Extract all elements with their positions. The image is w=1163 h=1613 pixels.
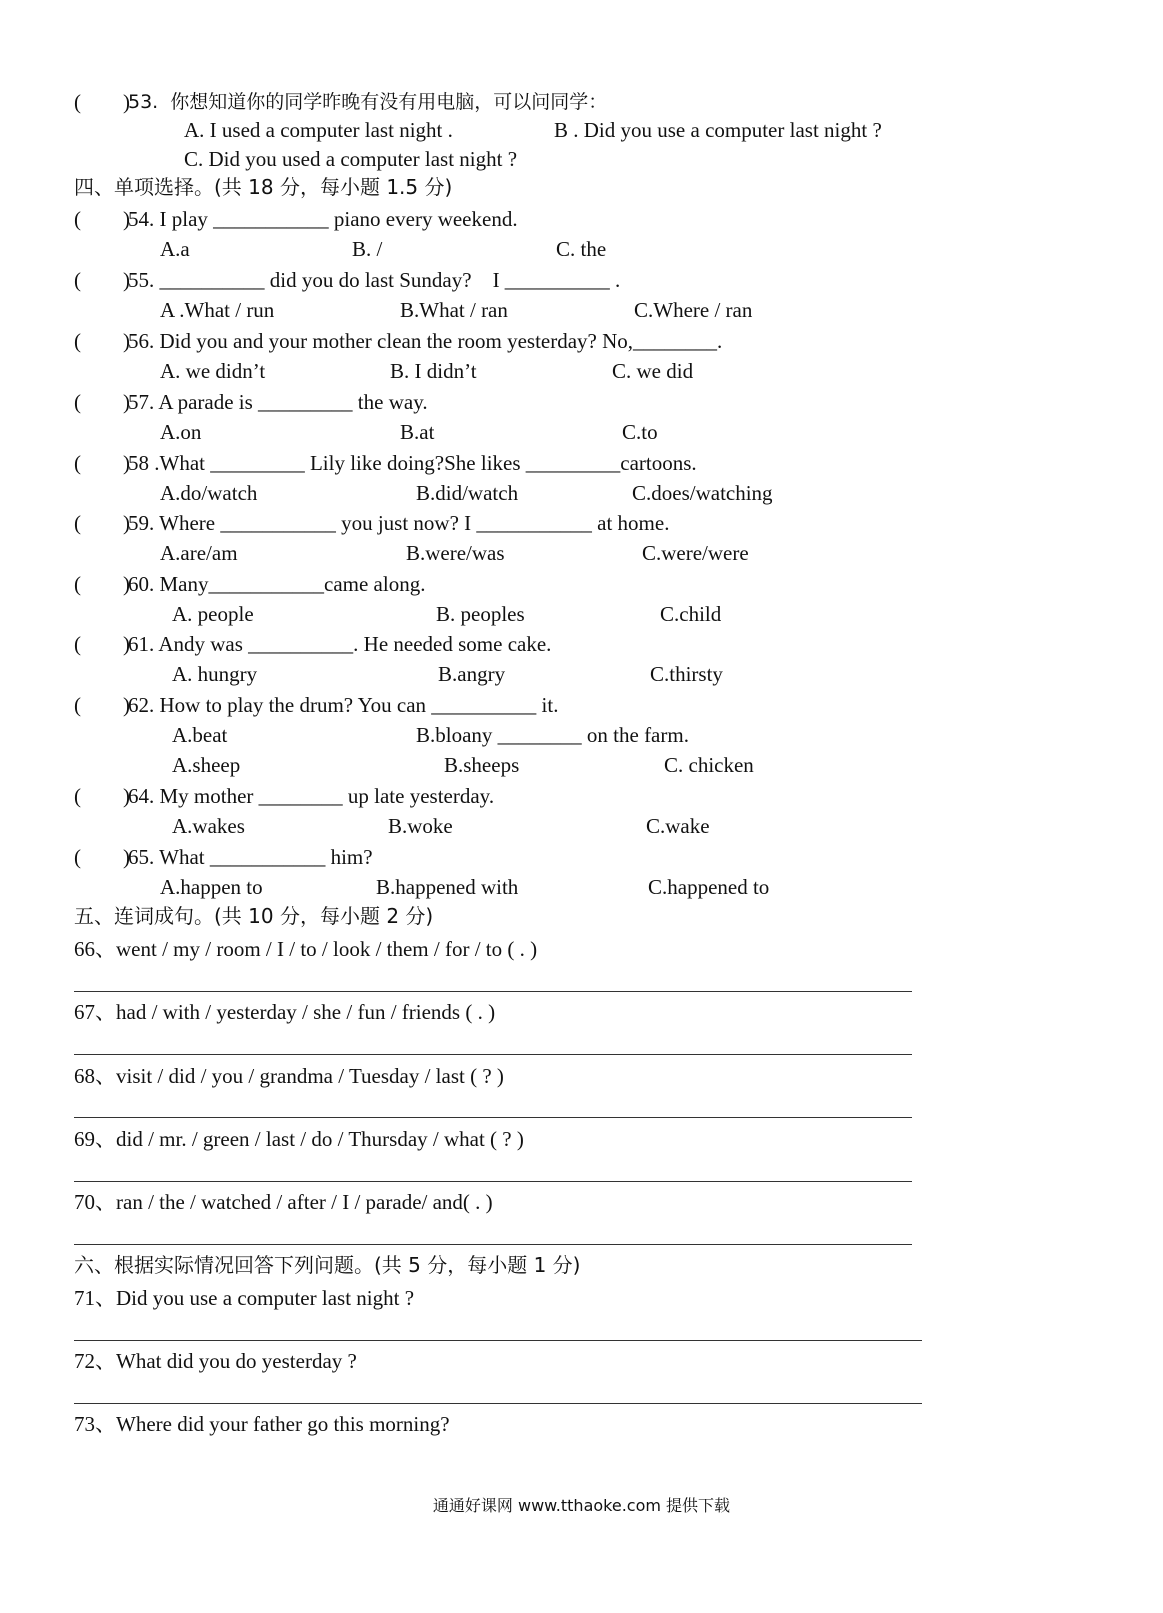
option-a: A.wakes — [172, 814, 245, 838]
answer-line[interactable] — [74, 991, 912, 992]
section-heading: 六、根据实际情况回答下列问题。(共 5 分，每小题 1 分) — [74, 1253, 581, 1277]
open-question: 73、Where did your father go this morning? — [74, 1412, 450, 1436]
option-a: A. we didn’t — [160, 359, 266, 383]
option-a: A.a — [160, 237, 190, 261]
option-b: B . Did you use a computer last night ? — [554, 118, 882, 142]
option-b: B.happened with — [376, 875, 519, 899]
option-b: B. I didn’t — [390, 359, 477, 383]
option-c: C. Did you used a computer last night ? — [184, 147, 518, 171]
option-a: A.sheep — [172, 753, 241, 777]
section-heading: 五、连词成句。(共 10 分，每小题 2 分) — [74, 904, 434, 928]
question-stem: 55. __________ did you do last Sunday? I __________ . — [128, 268, 621, 292]
question-stem: 60. Many___________came along. — [128, 572, 426, 596]
sentence-order-question: 69、did / mr. / green / last / do / Thursday / what ( ? ) — [74, 1127, 524, 1151]
question-stem: 57. A parade is _________ the way. — [128, 390, 428, 414]
question-stem: 59. Where ___________ you just now? I ___________ at home. — [128, 511, 670, 535]
sentence-order-question: 66、went / my / room / I / to / look / them / for / to ( . ) — [74, 937, 538, 961]
question-53-stem: 53. 你想知道你的同学昨晚有没有用电脑，可以问同学： — [128, 91, 608, 113]
answer-paren[interactable]: ( ) — [74, 511, 130, 535]
option-c: C.Where / ran — [634, 298, 753, 322]
option-c: C.happened to — [648, 875, 770, 899]
option-a: A. people — [172, 602, 254, 626]
option-c: C.were/were — [642, 541, 749, 565]
sentence-order-question: 67、had / with / yesterday / she / fun / friends ( . ) — [74, 1000, 496, 1024]
option-c: C. the — [556, 237, 607, 261]
option-a: A.do/watch — [160, 481, 258, 505]
option-c: C. we did — [612, 359, 694, 383]
option-a: A.on — [160, 420, 202, 444]
option-b: B. / — [352, 237, 383, 261]
option-a: A.beat — [172, 723, 228, 747]
footer-credit: 通通好课网 www.tthaoke.com 提供下载 — [432, 1496, 731, 1515]
option-b: B.woke — [388, 814, 453, 838]
option-b: B.sheeps — [444, 753, 520, 777]
sentence-order-question: 70、ran / the / watched / after / I / parade/ and( . ) — [74, 1190, 493, 1214]
question-stem: 62. How to play the drum? You can __________ it. — [128, 693, 559, 717]
answer-paren[interactable]: ( ) — [74, 693, 130, 717]
option-c: C.to — [622, 420, 658, 444]
question-stem: 56. Did you and your mother clean the room yesterday? No,________. — [128, 329, 723, 353]
option-b: B.were/was — [406, 541, 505, 565]
answer-line[interactable] — [74, 1181, 912, 1182]
option-c: C.thirsty — [650, 662, 723, 686]
answer-paren[interactable]: ( ) — [74, 329, 130, 353]
answer-paren[interactable]: ( ) — [74, 390, 130, 414]
option-a: A.happen to — [160, 875, 263, 899]
answer-paren[interactable]: ( ) — [74, 207, 130, 231]
open-question: 72、What did you do yesterday ? — [74, 1349, 357, 1373]
answer-line[interactable] — [74, 1403, 922, 1404]
option-a: A. hungry — [172, 662, 258, 686]
option-b: B.bloany ________ on the farm. — [416, 723, 689, 747]
option-b: B.did/watch — [416, 481, 519, 505]
answer-line[interactable] — [74, 1117, 912, 1118]
answer-paren[interactable]: ( ) — [74, 451, 130, 475]
option-b: B. peoples — [436, 602, 525, 626]
sentence-order-question: 68、visit / did / you / grandma / Tuesday / last ( ? ) — [74, 1064, 504, 1088]
option-c: C.wake — [646, 814, 710, 838]
question-stem: 58 .What _________ Lily like doing?She likes _________cartoons. — [128, 451, 697, 475]
question-stem: 54. I play ___________ piano every weekend. — [128, 207, 518, 231]
answer-paren[interactable]: ( ) — [74, 572, 130, 596]
answer-paren[interactable]: ( ) — [74, 90, 130, 114]
question-stem: 64. My mother ________ up late yesterday. — [128, 784, 495, 808]
option-c: C.child — [660, 602, 722, 626]
answer-line[interactable] — [74, 1054, 912, 1055]
option-a: A.are/am — [160, 541, 238, 565]
question-stem: 61. Andy was __________. He needed some cake. — [128, 632, 552, 656]
answer-paren[interactable]: ( ) — [74, 784, 130, 808]
option-c: C.does/watching — [632, 481, 773, 505]
section-heading: 四、单项选择。(共 18 分，每小题 1.5 分) — [74, 175, 453, 199]
option-b: B.What / ran — [400, 298, 508, 322]
answer-paren[interactable]: ( ) — [74, 268, 130, 292]
answer-paren[interactable]: ( ) — [74, 845, 130, 869]
answer-paren[interactable]: ( ) — [74, 632, 130, 656]
question-stem: 65. What ___________ him? — [128, 845, 373, 869]
option-a: A .What / run — [160, 298, 275, 322]
option-a: A. I used a computer last night . — [184, 118, 453, 142]
answer-line[interactable] — [74, 1244, 912, 1245]
option-b: B.angry — [438, 662, 506, 686]
answer-line[interactable] — [74, 1340, 922, 1341]
open-question: 71、Did you use a computer last night ? — [74, 1286, 415, 1310]
option-c: C. chicken — [664, 753, 754, 777]
option-b: B.at — [400, 420, 435, 444]
